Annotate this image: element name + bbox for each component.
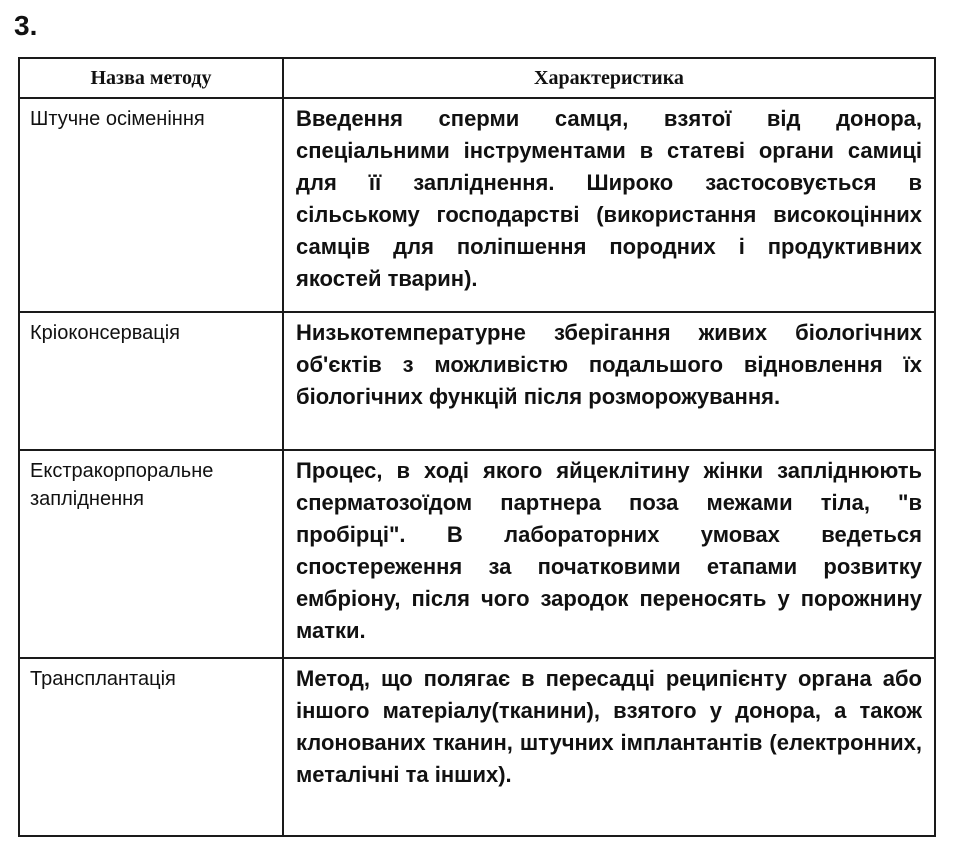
table-row bbox=[19, 312, 935, 450]
method-description-cell: Низькотемпературне зберігання живих біологічних об'єктів з можливістю подальшого відновлення їх біологічних функцій після розморожування. bbox=[283, 312, 935, 450]
table-header-row bbox=[19, 58, 935, 98]
method-name-cell: Екстракорпоральне запліднення bbox=[19, 450, 283, 658]
table-row bbox=[19, 450, 935, 658]
method-description-cell: Введення сперми самця, взятої від донора, спеціальними інструментами в статеві органи самиці для її запліднення. Широко застосовується в сільському господарстві (використання високоцінних самців для поліпшення породних і продуктивних якостей тварин). bbox=[283, 98, 935, 312]
header-characteristic: Характеристика bbox=[283, 58, 935, 98]
method-description-cell: Процес, в ході якого яйцеклітину жінки запліднюють сперматозоїдом партнера поза межами тіла, "в пробірці". В лабораторних умовах ведеться спостереження за початковими етапами розвитку ембріону, після чого зародок переносять у порожнину матки. bbox=[283, 450, 935, 658]
method-name-cell: Трансплантація bbox=[19, 658, 283, 836]
method-name-cell: Кріоконсервація bbox=[19, 312, 283, 450]
table-row bbox=[19, 658, 935, 836]
method-name-cell: Штучне осіменіння bbox=[19, 98, 283, 312]
table-row bbox=[19, 98, 935, 312]
header-method-name: Назва методу bbox=[19, 58, 283, 98]
task-number: 3. bbox=[14, 10, 38, 41]
method-description-cell: Метод, що полягає в пересадці реципієнту органа або іншого матеріалу(тканини), взятого у донора, а також клонованих тканин, штучних імплантантів (електронних, металічні та інших). bbox=[283, 658, 935, 836]
methods-table bbox=[18, 57, 936, 837]
